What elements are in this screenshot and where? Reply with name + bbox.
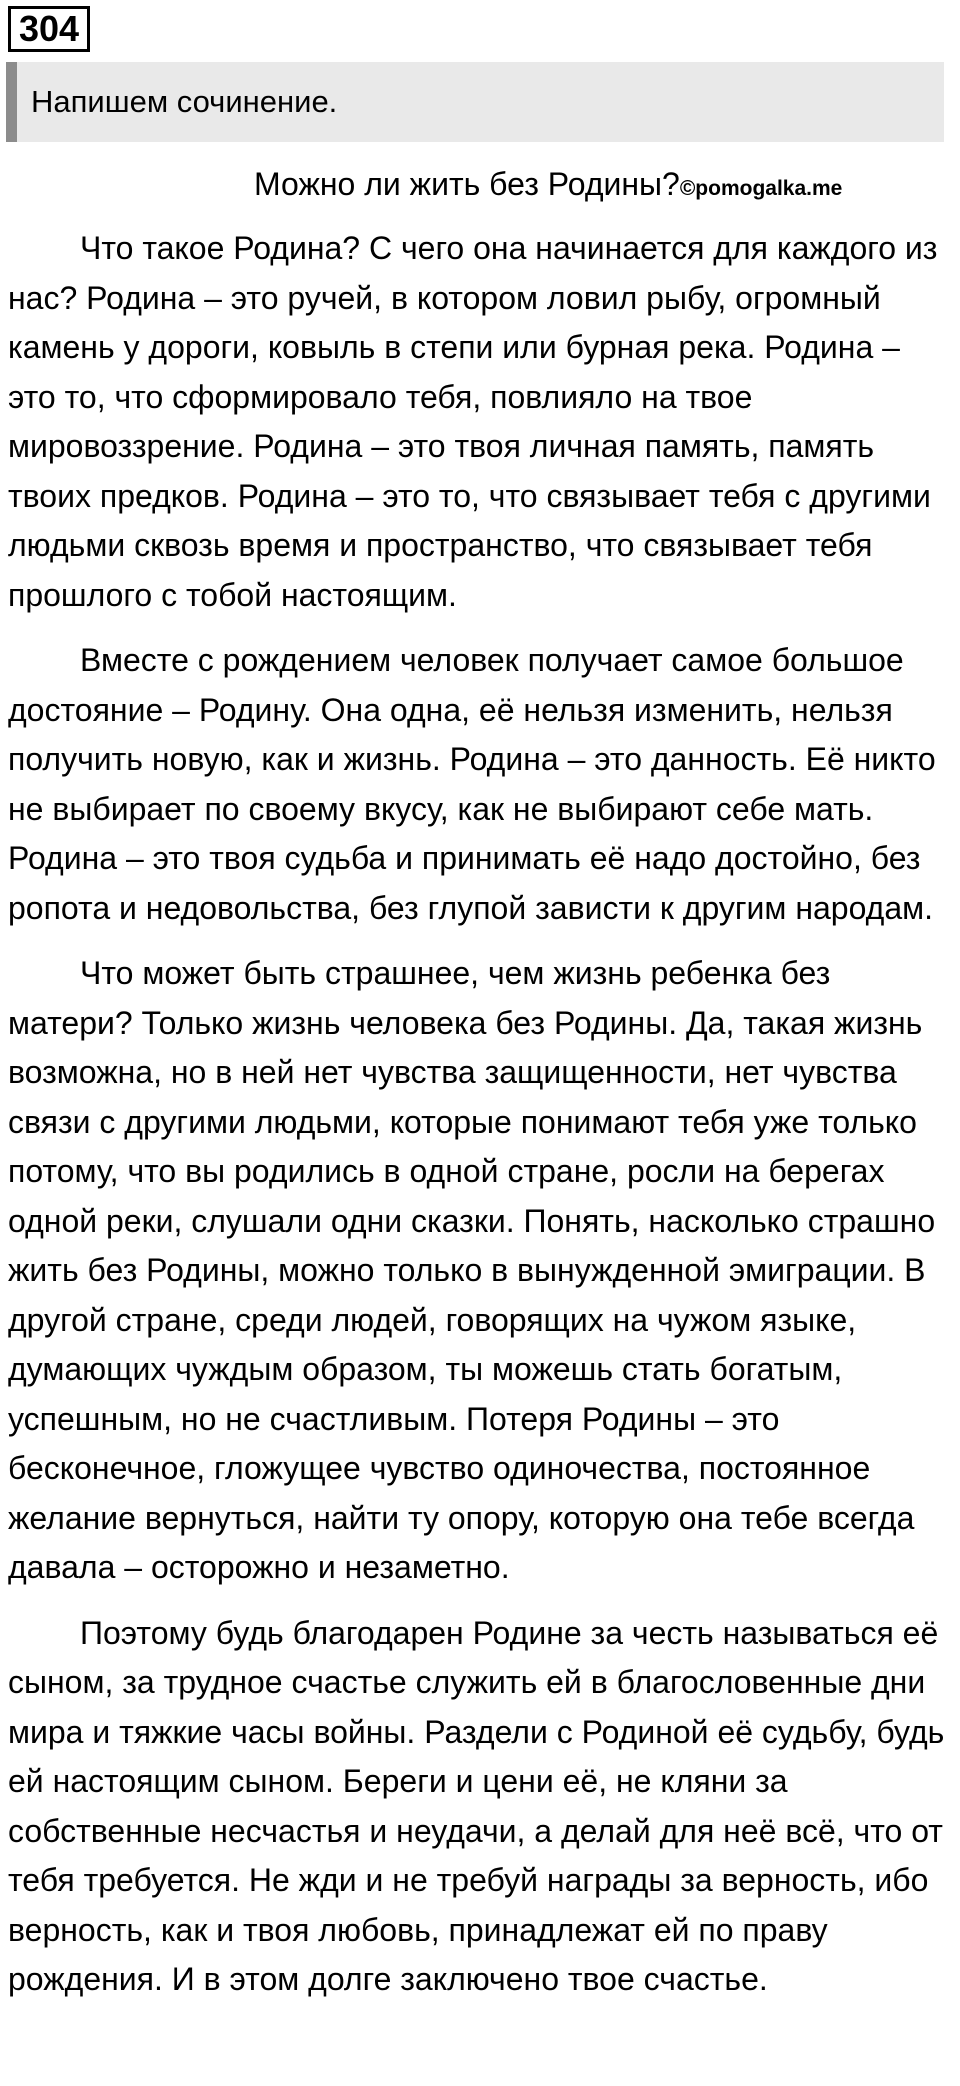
essay-body — [8, 224, 948, 2021]
instruction-banner — [6, 62, 944, 142]
task-number: 304 — [8, 6, 90, 52]
essay-paragraph: Вместе с рождением человек получает самое большое достояние – Родину. Она одна, её нельзя изменить, нельзя получить новую, как и жизнь. Родина – это данность. Её никто не выбирает по своему вкусу, как не выбирают себе мать. Родина – это твоя судьба и принимать её надо достойно, без ропота и недовольства, без глупой зависти к другим народам. — [8, 642, 936, 926]
essay-title — [254, 160, 842, 213]
essay-paragraph: Что такое Родина? С чего она начинается для каждого из нас? Родина – это ручей, в котором ловил рыбу, огромный камень у дороги, ковыль в степи или бурная река. Родина – это то, что сформировало тебя, повлияло на твое мировоззрение. Родина – это твоя личная память, память твоих предков. Родина – это то, что связывает тебя с другими людьми сквозь время и пространство, что связывает тебя прошлого с тобой настоящим. — [8, 230, 938, 613]
watermark: ©pomogalka.me — [679, 177, 843, 200]
essay-paragraph: Поэтому будь благодарен Родине за честь называться её сыном, за трудное счастье служить ей в благословенные дни мира и тяжкие часы войны. Раздели с Родиной её судьбу, будь ей настоящим сыном. Береги и цени её, не кляни за собственные несчастья и неудачи, а делай для неё всё, что от тебя требуется. Не жди и не требуй награды за верность, ибо верность, как и твоя любовь, принадлежат ей по праву рождения. И в этом долге заключено твое счастье. — [8, 1614, 945, 1997]
essay-title-text: Можно ли жить без Родины? — [254, 166, 680, 202]
essay-paragraph: Что может быть страшнее, чем жизнь ребенка без матери? Только жизнь человека без Родины. Да, такая жизнь возможна, но в ней нет чувства защищенности, нет чувства связи с другими людьми, которые понимают тебя уже только потому, что вы родились в одной стране, росли на берегах одной реки, слушали одни сказки. Понять, насколько страшно жить без Родины, можно только в вынужденной эмиграции. В другой стране, среди людей, говорящих на чужом языке, думающих чуждым образом, ты можешь стать богатым, успешным, но не счастливым. Потеря Родины – это бесконечное, гложущее чувство одиночества, постоянное желание вернуться, найти ту опору, которую она тебе всегда давала – осторожно и незаметно. — [8, 955, 936, 1585]
instruction-text: Напишем сочинение. — [31, 84, 338, 119]
